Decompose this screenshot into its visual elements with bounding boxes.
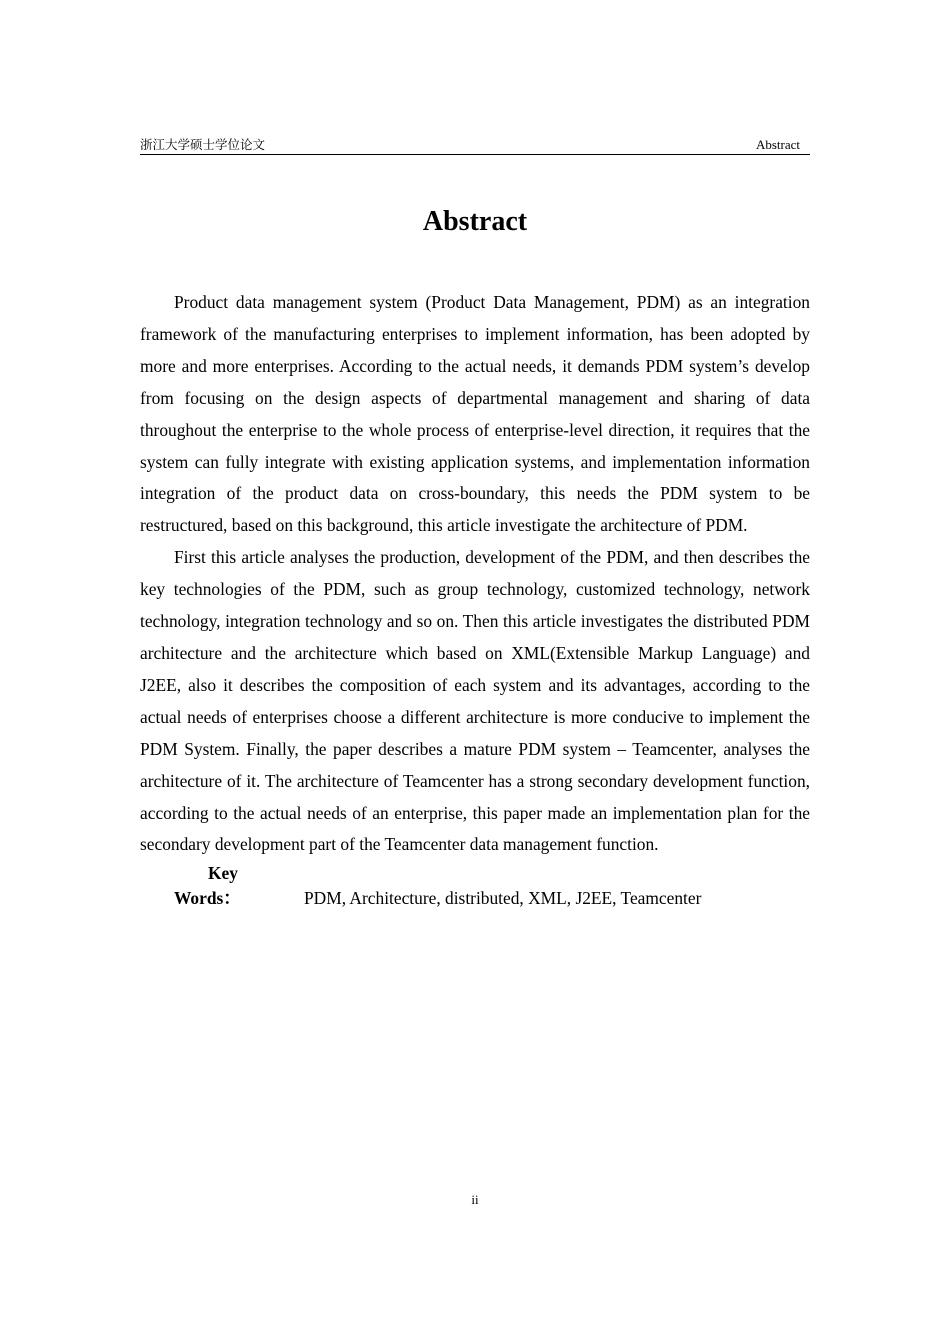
running-header [140, 136, 810, 155]
header-section-title: Abstract [755, 137, 800, 152]
abstract-paragraph-1: Product data management system (Product Data Management, PDM) as an integration framework of the manufacturing enterprises to implement information, has been adopted by more and more enterprises. According to the actual needs, it demands PDM system’s develop from focusing on the design aspects of departmental management and sharing of data throughout the enterprise to the whole process of enterprise-level direction, it requires that the system can fully integrate with existing application systems, and implementation information integration of the product data on cross-boundary, this needs the PDM system to be restructured, based on this background, this article investigate the architecture of PDM. [140, 292, 810, 536]
abstract-body [140, 287, 810, 911]
abstract-paragraph-2: First this article analyses the production, development of the PDM, and then describes the key technologies of the PDM, such as group technology, customized technology, network technology, integration technology and so on. Then this article investigates the distributed PDM architecture and the architecture which based on XML(Extensible Markup Language) and J2EE, also it describes the composition of each system and its advantages, according to the actual needs of enterprises choose a different architecture is more conducive to implement the PDM System. Finally, the paper describes a mature PDM system – Teamcenter, analyses the architecture of it. The architecture of Teamcenter has a strong secondary development function, according to the actual needs of an enterprise, this paper made an implementation plan for the secondary development part of the Teamcenter data management function. [140, 547, 810, 855]
page-number: ii [471, 1192, 479, 1207]
header-thesis-title: 浙江大学硕士学位论文 [140, 137, 266, 152]
keywords-line [140, 861, 810, 911]
page-title: Abstract [422, 206, 528, 237]
keywords-value: PDM, Architecture, distributed, XML, J2EE, Teamcenter [304, 888, 702, 909]
keywords-label: Key Words： [174, 863, 241, 909]
